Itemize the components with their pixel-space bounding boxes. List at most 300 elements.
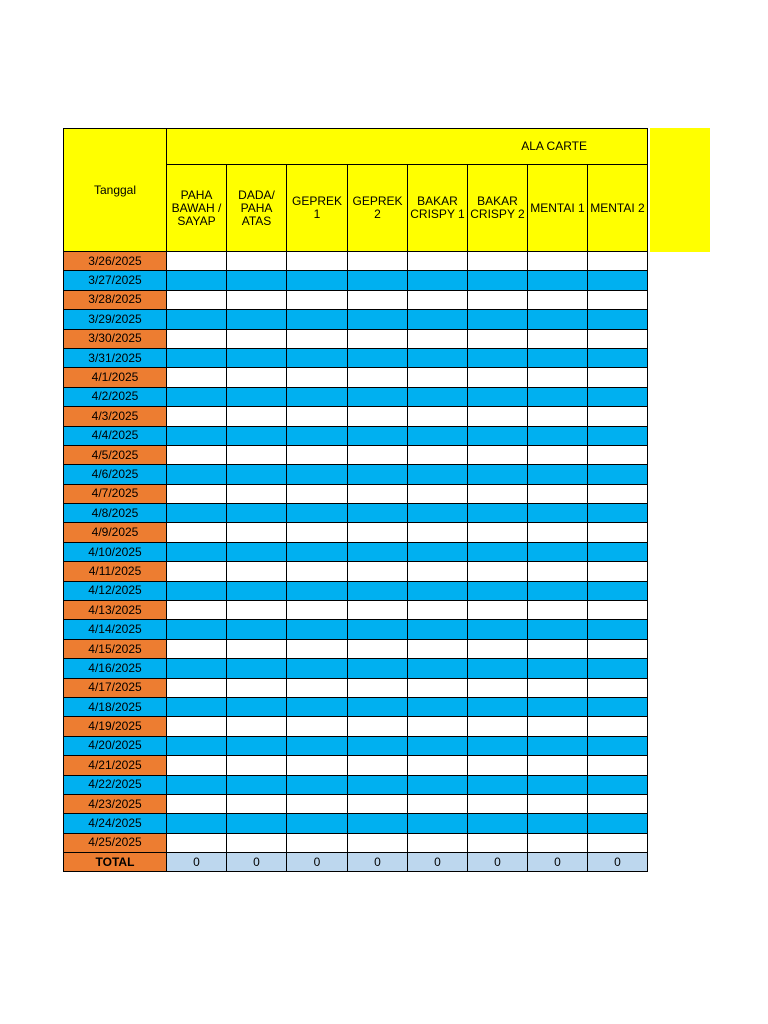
total-value-cell[interactable]: 0 <box>468 853 528 872</box>
data-cell[interactable] <box>348 775 408 794</box>
data-cell[interactable] <box>528 562 588 581</box>
data-cell[interactable] <box>468 814 528 833</box>
data-cell[interactable] <box>588 833 648 852</box>
data-cell[interactable] <box>528 697 588 716</box>
data-cell[interactable] <box>468 833 528 852</box>
data-cell[interactable] <box>348 368 408 387</box>
data-cell[interactable] <box>468 775 528 794</box>
data-cell[interactable] <box>287 581 348 600</box>
data-cell[interactable] <box>408 794 468 813</box>
data-cell[interactable] <box>287 504 348 523</box>
data-cell[interactable] <box>287 601 348 620</box>
data-cell[interactable] <box>468 465 528 484</box>
data-cell[interactable] <box>468 601 528 620</box>
data-cell[interactable] <box>408 620 468 639</box>
data-cell[interactable] <box>287 407 348 426</box>
data-cell[interactable] <box>468 794 528 813</box>
data-cell[interactable] <box>468 639 528 658</box>
data-cell[interactable] <box>588 814 648 833</box>
data-cell[interactable] <box>227 329 287 348</box>
data-cell[interactable] <box>588 639 648 658</box>
data-cell[interactable] <box>167 562 227 581</box>
data-cell[interactable] <box>227 562 287 581</box>
data-cell[interactable] <box>588 717 648 736</box>
data-cell[interactable] <box>287 562 348 581</box>
data-cell[interactable] <box>588 659 648 678</box>
data-cell[interactable] <box>528 678 588 697</box>
data-cell[interactable] <box>227 310 287 329</box>
data-cell[interactable] <box>588 523 648 542</box>
data-cell[interactable] <box>408 659 468 678</box>
total-value-cell[interactable]: 0 <box>227 853 287 872</box>
data-cell[interactable] <box>408 581 468 600</box>
data-cell[interactable] <box>167 678 227 697</box>
data-cell[interactable] <box>287 329 348 348</box>
data-cell[interactable] <box>528 717 588 736</box>
data-cell[interactable] <box>468 678 528 697</box>
total-value-cell[interactable]: 0 <box>348 853 408 872</box>
data-cell[interactable] <box>348 620 408 639</box>
data-cell[interactable] <box>468 329 528 348</box>
date-cell[interactable]: 4/9/2025 <box>64 523 167 542</box>
data-cell[interactable] <box>227 387 287 406</box>
data-cell[interactable] <box>167 601 227 620</box>
data-cell[interactable] <box>348 407 408 426</box>
data-cell[interactable] <box>287 794 348 813</box>
data-cell[interactable] <box>287 387 348 406</box>
data-cell[interactable] <box>287 833 348 852</box>
total-label[interactable]: TOTAL <box>64 853 167 872</box>
data-cell[interactable] <box>287 523 348 542</box>
data-cell[interactable] <box>348 794 408 813</box>
data-cell[interactable] <box>468 756 528 775</box>
data-cell[interactable] <box>348 601 408 620</box>
data-cell[interactable] <box>227 348 287 367</box>
data-cell[interactable] <box>227 814 287 833</box>
data-cell[interactable] <box>468 581 528 600</box>
data-cell[interactable] <box>468 445 528 464</box>
data-cell[interactable] <box>348 736 408 755</box>
date-cell[interactable]: 4/12/2025 <box>64 581 167 600</box>
date-cell[interactable]: 4/8/2025 <box>64 504 167 523</box>
data-cell[interactable] <box>227 639 287 658</box>
date-cell[interactable]: 4/7/2025 <box>64 484 167 503</box>
data-cell[interactable] <box>167 542 227 561</box>
data-cell[interactable] <box>167 348 227 367</box>
data-cell[interactable] <box>167 252 227 271</box>
column-header[interactable]: PAHA BAWAH / SAYAP <box>167 165 227 252</box>
data-cell[interactable] <box>227 271 287 290</box>
data-cell[interactable] <box>167 310 227 329</box>
data-cell[interactable] <box>528 407 588 426</box>
date-column-header[interactable]: Tanggal <box>64 129 167 252</box>
data-cell[interactable] <box>227 717 287 736</box>
data-cell[interactable] <box>408 290 468 309</box>
date-cell[interactable]: 4/17/2025 <box>64 678 167 697</box>
data-cell[interactable] <box>167 639 227 658</box>
data-cell[interactable] <box>588 445 648 464</box>
data-cell[interactable] <box>528 659 588 678</box>
data-cell[interactable] <box>408 465 468 484</box>
data-cell[interactable] <box>167 814 227 833</box>
data-cell[interactable] <box>528 542 588 561</box>
data-cell[interactable] <box>227 542 287 561</box>
data-cell[interactable] <box>588 542 648 561</box>
date-cell[interactable]: 3/28/2025 <box>64 290 167 309</box>
data-cell[interactable] <box>227 465 287 484</box>
data-cell[interactable] <box>348 426 408 445</box>
data-cell[interactable] <box>408 310 468 329</box>
data-cell[interactable] <box>167 387 227 406</box>
data-cell[interactable] <box>588 329 648 348</box>
data-cell[interactable] <box>348 484 408 503</box>
total-value-cell[interactable]: 0 <box>167 853 227 872</box>
data-cell[interactable] <box>167 775 227 794</box>
date-cell[interactable]: 4/1/2025 <box>64 368 167 387</box>
date-cell[interactable]: 4/25/2025 <box>64 833 167 852</box>
date-cell[interactable]: 4/14/2025 <box>64 620 167 639</box>
data-cell[interactable] <box>167 465 227 484</box>
date-cell[interactable]: 4/6/2025 <box>64 465 167 484</box>
data-cell[interactable] <box>227 445 287 464</box>
data-cell[interactable] <box>227 601 287 620</box>
date-cell[interactable]: 4/23/2025 <box>64 794 167 813</box>
date-cell[interactable]: 4/21/2025 <box>64 756 167 775</box>
data-cell[interactable] <box>408 426 468 445</box>
data-cell[interactable] <box>468 659 528 678</box>
data-cell[interactable] <box>348 756 408 775</box>
data-cell[interactable] <box>227 252 287 271</box>
data-cell[interactable] <box>528 504 588 523</box>
total-value-cell[interactable]: 0 <box>408 853 468 872</box>
date-cell[interactable]: 4/5/2025 <box>64 445 167 464</box>
data-cell[interactable] <box>348 445 408 464</box>
data-cell[interactable] <box>408 523 468 542</box>
data-cell[interactable] <box>167 794 227 813</box>
data-cell[interactable] <box>588 678 648 697</box>
data-cell[interactable] <box>588 736 648 755</box>
data-cell[interactable] <box>167 271 227 290</box>
data-cell[interactable] <box>348 814 408 833</box>
date-cell[interactable]: 4/20/2025 <box>64 736 167 755</box>
date-cell[interactable]: 4/4/2025 <box>64 426 167 445</box>
data-cell[interactable] <box>468 484 528 503</box>
data-cell[interactable] <box>588 348 648 367</box>
data-cell[interactable] <box>227 290 287 309</box>
data-cell[interactable] <box>528 523 588 542</box>
data-cell[interactable] <box>408 329 468 348</box>
data-cell[interactable] <box>408 542 468 561</box>
data-cell[interactable] <box>408 368 468 387</box>
data-cell[interactable] <box>408 252 468 271</box>
data-cell[interactable] <box>528 290 588 309</box>
data-cell[interactable] <box>588 426 648 445</box>
data-cell[interactable] <box>528 348 588 367</box>
data-cell[interactable] <box>167 290 227 309</box>
data-cell[interactable] <box>468 290 528 309</box>
table-row <box>64 697 648 716</box>
data-cell[interactable] <box>468 736 528 755</box>
data-cell[interactable] <box>227 620 287 639</box>
data-cell[interactable] <box>227 426 287 445</box>
data-cell[interactable] <box>348 697 408 716</box>
data-cell[interactable] <box>167 426 227 445</box>
data-cell[interactable] <box>588 290 648 309</box>
data-cell[interactable] <box>167 407 227 426</box>
data-cell[interactable] <box>287 717 348 736</box>
data-cell[interactable] <box>468 717 528 736</box>
data-cell[interactable] <box>348 387 408 406</box>
data-cell[interactable] <box>167 717 227 736</box>
data-cell[interactable] <box>287 775 348 794</box>
data-cell[interactable] <box>167 736 227 755</box>
data-cell[interactable] <box>408 348 468 367</box>
data-cell[interactable] <box>528 620 588 639</box>
data-cell[interactable] <box>588 484 648 503</box>
data-cell[interactable] <box>287 290 348 309</box>
data-cell[interactable] <box>167 368 227 387</box>
data-cell[interactable] <box>468 348 528 367</box>
data-cell[interactable] <box>528 271 588 290</box>
column-header[interactable]: BAKAR CRISPY 2 <box>468 165 528 252</box>
data-cell[interactable] <box>408 271 468 290</box>
data-cell[interactable] <box>528 814 588 833</box>
data-cell[interactable] <box>348 659 408 678</box>
data-cell[interactable] <box>287 252 348 271</box>
data-cell[interactable] <box>528 445 588 464</box>
data-cell[interactable] <box>348 717 408 736</box>
data-cell[interactable] <box>588 465 648 484</box>
data-cell[interactable] <box>227 659 287 678</box>
data-cell[interactable] <box>408 756 468 775</box>
data-cell[interactable] <box>287 445 348 464</box>
data-cell[interactable] <box>348 523 408 542</box>
data-cell[interactable] <box>528 465 588 484</box>
data-cell[interactable] <box>348 310 408 329</box>
date-cell[interactable]: 4/24/2025 <box>64 814 167 833</box>
data-cell[interactable] <box>528 329 588 348</box>
data-cell[interactable] <box>588 756 648 775</box>
data-cell[interactable] <box>468 523 528 542</box>
data-cell[interactable] <box>227 794 287 813</box>
data-cell[interactable] <box>287 814 348 833</box>
data-cell[interactable] <box>167 504 227 523</box>
data-cell[interactable] <box>287 310 348 329</box>
data-cell[interactable] <box>167 484 227 503</box>
date-cell[interactable]: 4/15/2025 <box>64 639 167 658</box>
data-cell[interactable] <box>408 814 468 833</box>
data-cell[interactable] <box>348 639 408 658</box>
data-cell[interactable] <box>287 271 348 290</box>
data-cell[interactable] <box>287 484 348 503</box>
data-cell[interactable] <box>348 581 408 600</box>
data-cell[interactable] <box>528 833 588 852</box>
data-cell[interactable] <box>468 387 528 406</box>
date-cell[interactable]: 4/3/2025 <box>64 407 167 426</box>
data-cell[interactable] <box>167 659 227 678</box>
data-cell[interactable] <box>528 639 588 658</box>
data-cell[interactable] <box>468 697 528 716</box>
date-cell[interactable]: 3/30/2025 <box>64 329 167 348</box>
data-cell[interactable] <box>528 601 588 620</box>
data-cell[interactable] <box>408 445 468 464</box>
data-cell[interactable] <box>588 794 648 813</box>
data-cell[interactable] <box>588 697 648 716</box>
data-cell[interactable] <box>348 348 408 367</box>
column-header[interactable]: BAKAR CRISPY 1 <box>408 165 468 252</box>
data-cell[interactable] <box>287 697 348 716</box>
data-cell[interactable] <box>167 756 227 775</box>
data-cell[interactable] <box>408 601 468 620</box>
data-cell[interactable] <box>408 407 468 426</box>
data-cell[interactable] <box>227 736 287 755</box>
data-cell[interactable] <box>528 387 588 406</box>
data-cell[interactable] <box>287 542 348 561</box>
data-cell[interactable] <box>167 697 227 716</box>
data-cell[interactable] <box>408 697 468 716</box>
data-cell[interactable] <box>167 523 227 542</box>
data-cell[interactable] <box>468 620 528 639</box>
data-cell[interactable] <box>408 639 468 658</box>
data-cell[interactable] <box>588 775 648 794</box>
data-cell[interactable] <box>408 775 468 794</box>
ala-carte-group-header[interactable]: ALA CARTE <box>167 129 648 165</box>
data-cell[interactable] <box>227 756 287 775</box>
total-value-cell[interactable]: 0 <box>588 853 648 872</box>
data-cell[interactable] <box>227 678 287 697</box>
data-cell[interactable] <box>588 562 648 581</box>
data-cell[interactable] <box>287 620 348 639</box>
data-cell[interactable] <box>528 794 588 813</box>
data-cell[interactable] <box>468 310 528 329</box>
data-cell[interactable] <box>287 659 348 678</box>
data-cell[interactable] <box>227 484 287 503</box>
data-cell[interactable] <box>528 756 588 775</box>
date-cell[interactable]: 4/19/2025 <box>64 717 167 736</box>
data-cell[interactable] <box>408 484 468 503</box>
data-cell[interactable] <box>287 736 348 755</box>
data-cell[interactable] <box>408 562 468 581</box>
data-cell[interactable] <box>588 387 648 406</box>
data-cell[interactable] <box>468 426 528 445</box>
data-cell[interactable] <box>287 348 348 367</box>
date-cell[interactable]: 3/31/2025 <box>64 348 167 367</box>
data-cell[interactable] <box>588 252 648 271</box>
date-cell[interactable]: 4/18/2025 <box>64 697 167 716</box>
data-cell[interactable] <box>528 736 588 755</box>
data-cell[interactable] <box>588 368 648 387</box>
data-cell[interactable] <box>588 310 648 329</box>
data-cell[interactable] <box>588 581 648 600</box>
column-header[interactable]: MENTAI 1 <box>528 165 588 252</box>
data-cell[interactable] <box>227 775 287 794</box>
data-cell[interactable] <box>408 833 468 852</box>
data-cell[interactable] <box>468 271 528 290</box>
data-cell[interactable] <box>468 407 528 426</box>
data-cell[interactable] <box>408 387 468 406</box>
data-cell[interactable] <box>348 329 408 348</box>
column-header[interactable]: GEPREK 1 <box>287 165 348 252</box>
date-cell[interactable]: 4/2/2025 <box>64 387 167 406</box>
data-cell[interactable] <box>227 523 287 542</box>
data-cell[interactable] <box>348 504 408 523</box>
date-cell[interactable]: 4/13/2025 <box>64 601 167 620</box>
date-cell[interactable]: 4/22/2025 <box>64 775 167 794</box>
data-cell[interactable] <box>287 465 348 484</box>
data-cell[interactable] <box>348 271 408 290</box>
data-cell[interactable] <box>528 581 588 600</box>
total-value-cell[interactable]: 0 <box>287 853 348 872</box>
data-cell[interactable] <box>528 484 588 503</box>
data-cell[interactable] <box>528 368 588 387</box>
data-cell[interactable] <box>588 407 648 426</box>
date-cell[interactable]: 3/26/2025 <box>64 252 167 271</box>
data-cell[interactable] <box>287 368 348 387</box>
data-cell[interactable] <box>468 562 528 581</box>
data-cell[interactable] <box>528 426 588 445</box>
data-cell[interactable] <box>167 329 227 348</box>
data-cell[interactable] <box>348 833 408 852</box>
data-cell[interactable] <box>227 833 287 852</box>
date-cell[interactable]: 4/11/2025 <box>64 562 167 581</box>
date-cell[interactable]: 3/29/2025 <box>64 310 167 329</box>
total-value-cell[interactable]: 0 <box>528 853 588 872</box>
data-cell[interactable] <box>408 678 468 697</box>
data-cell[interactable] <box>227 504 287 523</box>
column-header[interactable]: DADA/ PAHA ATAS <box>227 165 287 252</box>
data-cell[interactable] <box>408 717 468 736</box>
data-cell[interactable] <box>468 252 528 271</box>
data-cell[interactable] <box>348 290 408 309</box>
table-row <box>64 445 648 464</box>
data-cell[interactable] <box>588 601 648 620</box>
data-cell[interactable] <box>227 368 287 387</box>
data-cell[interactable] <box>468 542 528 561</box>
data-cell[interactable] <box>227 697 287 716</box>
data-cell[interactable] <box>528 775 588 794</box>
data-cell[interactable] <box>468 368 528 387</box>
data-cell[interactable] <box>287 426 348 445</box>
data-cell[interactable] <box>588 504 648 523</box>
data-cell[interactable] <box>227 581 287 600</box>
data-cell[interactable] <box>287 678 348 697</box>
data-cell[interactable] <box>528 252 588 271</box>
date-cell[interactable]: 4/10/2025 <box>64 542 167 561</box>
column-header[interactable]: GEPREK 2 <box>348 165 408 252</box>
data-cell[interactable] <box>408 736 468 755</box>
data-cell[interactable] <box>167 445 227 464</box>
data-cell[interactable] <box>348 542 408 561</box>
data-cell[interactable] <box>408 504 468 523</box>
date-cell[interactable]: 3/27/2025 <box>64 271 167 290</box>
data-cell[interactable] <box>588 620 648 639</box>
data-cell[interactable] <box>348 562 408 581</box>
data-cell[interactable] <box>588 271 648 290</box>
data-cell[interactable] <box>287 756 348 775</box>
data-cell[interactable] <box>348 678 408 697</box>
data-cell[interactable] <box>167 620 227 639</box>
date-cell[interactable]: 4/16/2025 <box>64 659 167 678</box>
data-cell[interactable] <box>167 581 227 600</box>
column-header[interactable]: MENTAI 2 <box>588 165 648 252</box>
data-cell[interactable] <box>167 833 227 852</box>
data-cell[interactable] <box>287 639 348 658</box>
data-cell[interactable] <box>348 252 408 271</box>
data-cell[interactable] <box>348 465 408 484</box>
data-cell[interactable] <box>468 504 528 523</box>
data-cell[interactable] <box>528 310 588 329</box>
data-cell[interactable] <box>227 407 287 426</box>
